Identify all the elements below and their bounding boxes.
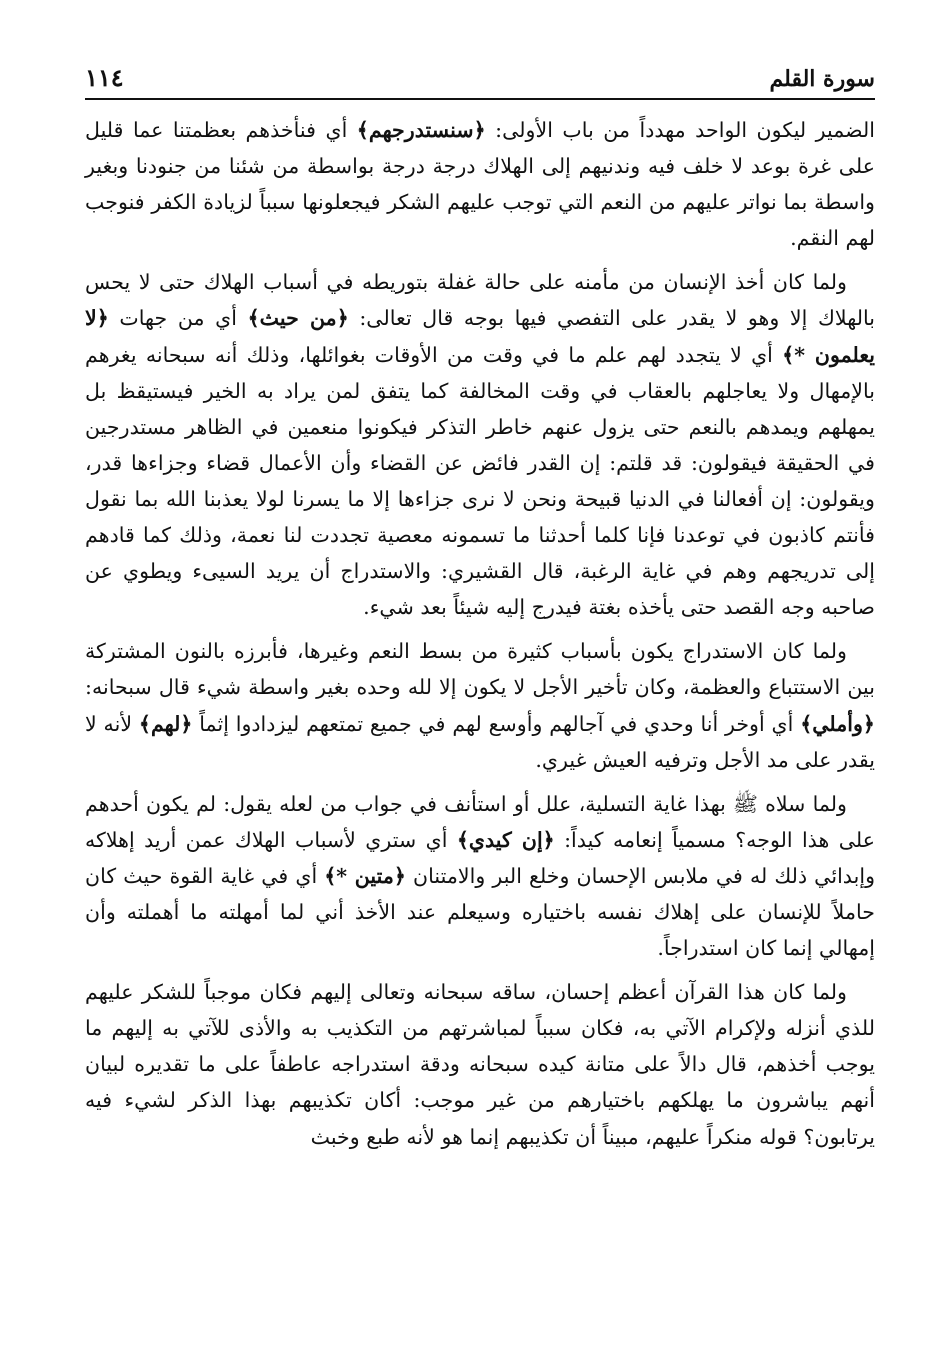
quran-quote: ﴿وأملي﴾ (800, 711, 876, 736)
paragraph-text: أي في غاية القوة حيث كان حاملاً للإنسان على إهلاك نفسه باختياره وسيعلم عند الأخذ أني لما أمهلته ما أهملته وأن إمهالي إنما كان استدراجاً. (85, 863, 875, 961)
quran-quote: ﴿متين *﴾ (324, 863, 406, 888)
running-header (85, 60, 875, 100)
paragraph-text: ولما كان الاستدراج يكون بأسباب كثيرة من بسط النعم وغيرها، فأبرزه بالنون المشتركة بين الاستتباع والعظمة، وكان تأخير الأجل لا يكون إلا لله وحده بغير واسطة شيء قال سبحانه: (85, 639, 875, 700)
commentary-text (85, 112, 875, 1155)
paragraph (85, 786, 875, 966)
paragraph-text: أي ستري لأسباب الهلاك عمن أريد إهلاكه وإبدائي ذلك له في ملابس الإحسان وخلع البر والامتنان (85, 827, 876, 888)
paragraph (85, 112, 875, 256)
paragraph-text: الضمير ليكون الواحد مهدداً من باب الأولى: (485, 118, 875, 142)
surah-title: سورة القلم (769, 66, 875, 92)
paragraph-text: أي فنأخذهم بعظمتنا عما قليل على غرة بوعد لا خلف فيه وندنيهم إلى الهلاك درجة درجة بواسطة من شئنا من جنودنا وبغير واسطة بما نواتر عليهم من النعم التي توجب عليهم الشكر فيجعلونها سبباً لزيادة الكفر فنوجب لهم النقم. (85, 118, 875, 251)
book-page (85, 60, 875, 1330)
page-number: ١١٤ (85, 63, 124, 92)
paragraph-text: لأنه لا يقدر على مد الأجل وترفيه العيش غيري. (85, 711, 875, 772)
paragraph-text: أي لا يتجدد لهم علم ما في وقت من الأوقات بغوائلها، وذلك أنه سبحانه يغرهم بالإمهال ولا يعاجلهم بالعقاب في وقت المخالفة كما يتفق لمن يراد به الخير فيستيقظ بل يمهلهم ويمدهم بالنعم حتى يزول عنهم خاطر التذكر فيكونوا منعمين في الظاهر مستدرجين في الحقيقة فيقولون: قد قلتم: إن القدر فائض عن القضاء وأن الأعمال قضاء وجزاءها قدر، ويقولون: إن أفعالنا في الدنيا قبيحة ونحن لا نرى جزاءها إلا ما يسرنا لولا يعذبنا الله بما نقول فأنتم كاذبون في توعدنا فإنا كلما أحدثنا ما تسمونه معصية تجددت لنا نعمة، وذلك كما قادهم إلى تدريجهم وهم في غاية الرغبة، قال القشيري: والاستدراج أن يريد السيىء ويطوي عن صاحبه وجه القصد حتى يأخذه بغتة فيدرج إليه شيئاً بعد شيء. (85, 342, 876, 620)
paragraph (85, 974, 875, 1154)
quran-quote: ﴿سنستدرجهم﴾ (356, 118, 486, 142)
paragraph-text: أي من جهات (108, 306, 248, 331)
quran-quote: ﴿إن كيدي﴾ (456, 827, 555, 852)
quran-quote: ﴿من حيث﴾ (247, 306, 349, 331)
quran-quote: ﴿لهم﴾ (138, 711, 193, 736)
quran-quote: ﴿لا يعلمون *﴾ (85, 306, 875, 367)
paragraph-text: ولما كان أخذ الإنسان من مأمنه على حالة غفلة بتوريطه في أسباب الهلاك حتى لا يحس بالهلاك إلا وهو لا يقدر على التفصي فيها بوجه قال تعالى: (85, 270, 875, 331)
paragraph-text: أي أوخر أنا وحدي في آجالهم وأوسع لهم في جميع تمتعهم ليزدادوا إثماً (192, 711, 801, 736)
paragraph (85, 264, 875, 625)
paragraph-text: ولما سلاه ﷺ بهذا غاية التسلية، علل أو استأنف في جواب من لعله يقول: لم يكون أحدهم على هذا الوجه؟ مسمياً إنعامه كيداً: (85, 791, 875, 852)
paragraph (85, 633, 875, 777)
paragraph-text: ولما كان هذا القرآن أعظم إحسان، ساقه سبحانه وتعالى إليهم فكان موجباً للشكر عليهم للذي أنزله ولإكرام الآتي به، فكان سبباً لمباشرتهم من التكذيب به والأذى للآتي به إليهم ما يوجب أخذهم، قال دالاً على متانة كيده سبحانه ودقة استدراجه عاطفاً على ما تقديره لبيان أنهم يباشرون ما يهلكهم باختيارهم من غير موجب: أكان تكذيبهم بهذا الذكر لشيء فيه يرتابون؟ قوله منكراً عليهم، مبيناً أن تكذيبهم إنما هو لأنه طبع وخبث (85, 980, 875, 1149)
